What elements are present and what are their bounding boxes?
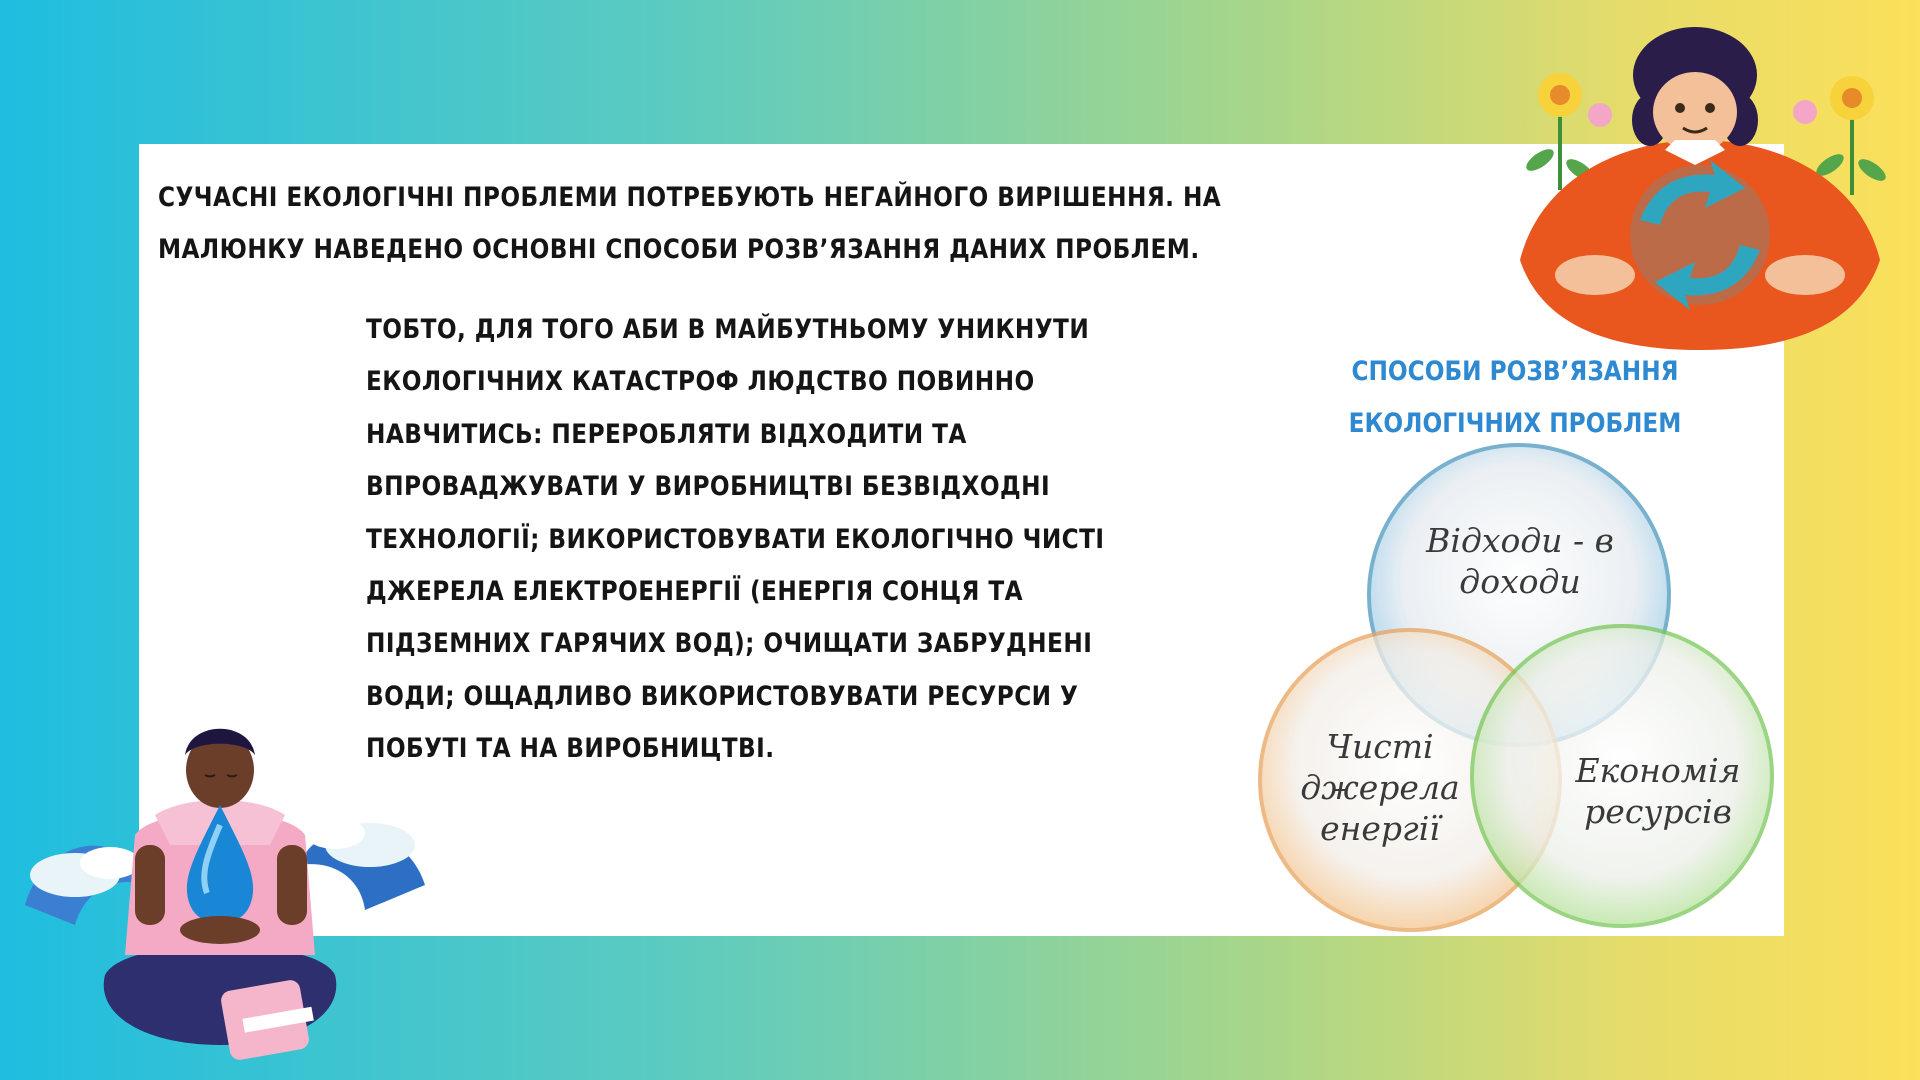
wave-left-icon [25,846,145,925]
intro-text: СУЧАСНІ ЕКОЛОГІЧНІ ПРОБЛЕМИ ПОТРЕБУЮТЬ НЕГАЙНОГО ВИРІШЕННЯ. НА МАЛЮНКУ НАВЕДЕНО ОСНОВНІ СПОСОБИ РОЗВ’ЯЗАННЯ ДАНИХ ПРОБЛЕМ. [158,182,1222,265]
diagram-title: СПОСОБИ РОЗВ’ЯЗАННЯ ЕКОЛОГІЧНИХ ПРОБЛЕМ [1348,356,1682,439]
venn-diagram [1250,430,1790,940]
body-text: ТОБТО, ДЛЯ ТОГО АБИ В МАЙБУТНЬОМУ УНИКНУТИ ЕКОЛОГІЧНИХ КАТАСТРОФ ЛЮДСТВО ПОВИННО НАВЧИТИСЬ: ПЕРЕРОБЛЯТИ ВІДХОДИТИ ТА ВПРОВАДЖУВАТИ У ВИРОБНИЦТВІ БЕЗВІДХОДНІ ТЕХНОЛОГІЇ; ВИКОРИСТОВУВАТИ ЕКОЛОГІЧНО ЧИСТІ ДЖЕРЕЛА ЕЛЕКТРОЕНЕРГІЇ (ЕНЕРГІЯ СОНЦЯ ТА ПІДЗЕМНИХ ГАРЯЧИХ ВОД); ОЧИЩАТИ ЗАБРУДНЕНІ ВОДИ; ОЩАДЛИВО ВИКОРИСТОВУВАТИ РЕСУРСИ У ПОБУТІ ТА НА ВИРОБНИЦТВІ. [366,314,1105,765]
venn-circles [1250,430,1790,940]
wave-right-icon [300,817,425,910]
venn-label-waste: Відходи - в доходи [1426,521,1614,601]
woman-recycle-illustration [1500,20,1900,350]
venn-label-resources: Економія ресурсів [1575,751,1741,831]
venn-label-energy: Чисті джерела енергії [1300,727,1460,848]
meditating-man-illustration [15,715,435,1080]
